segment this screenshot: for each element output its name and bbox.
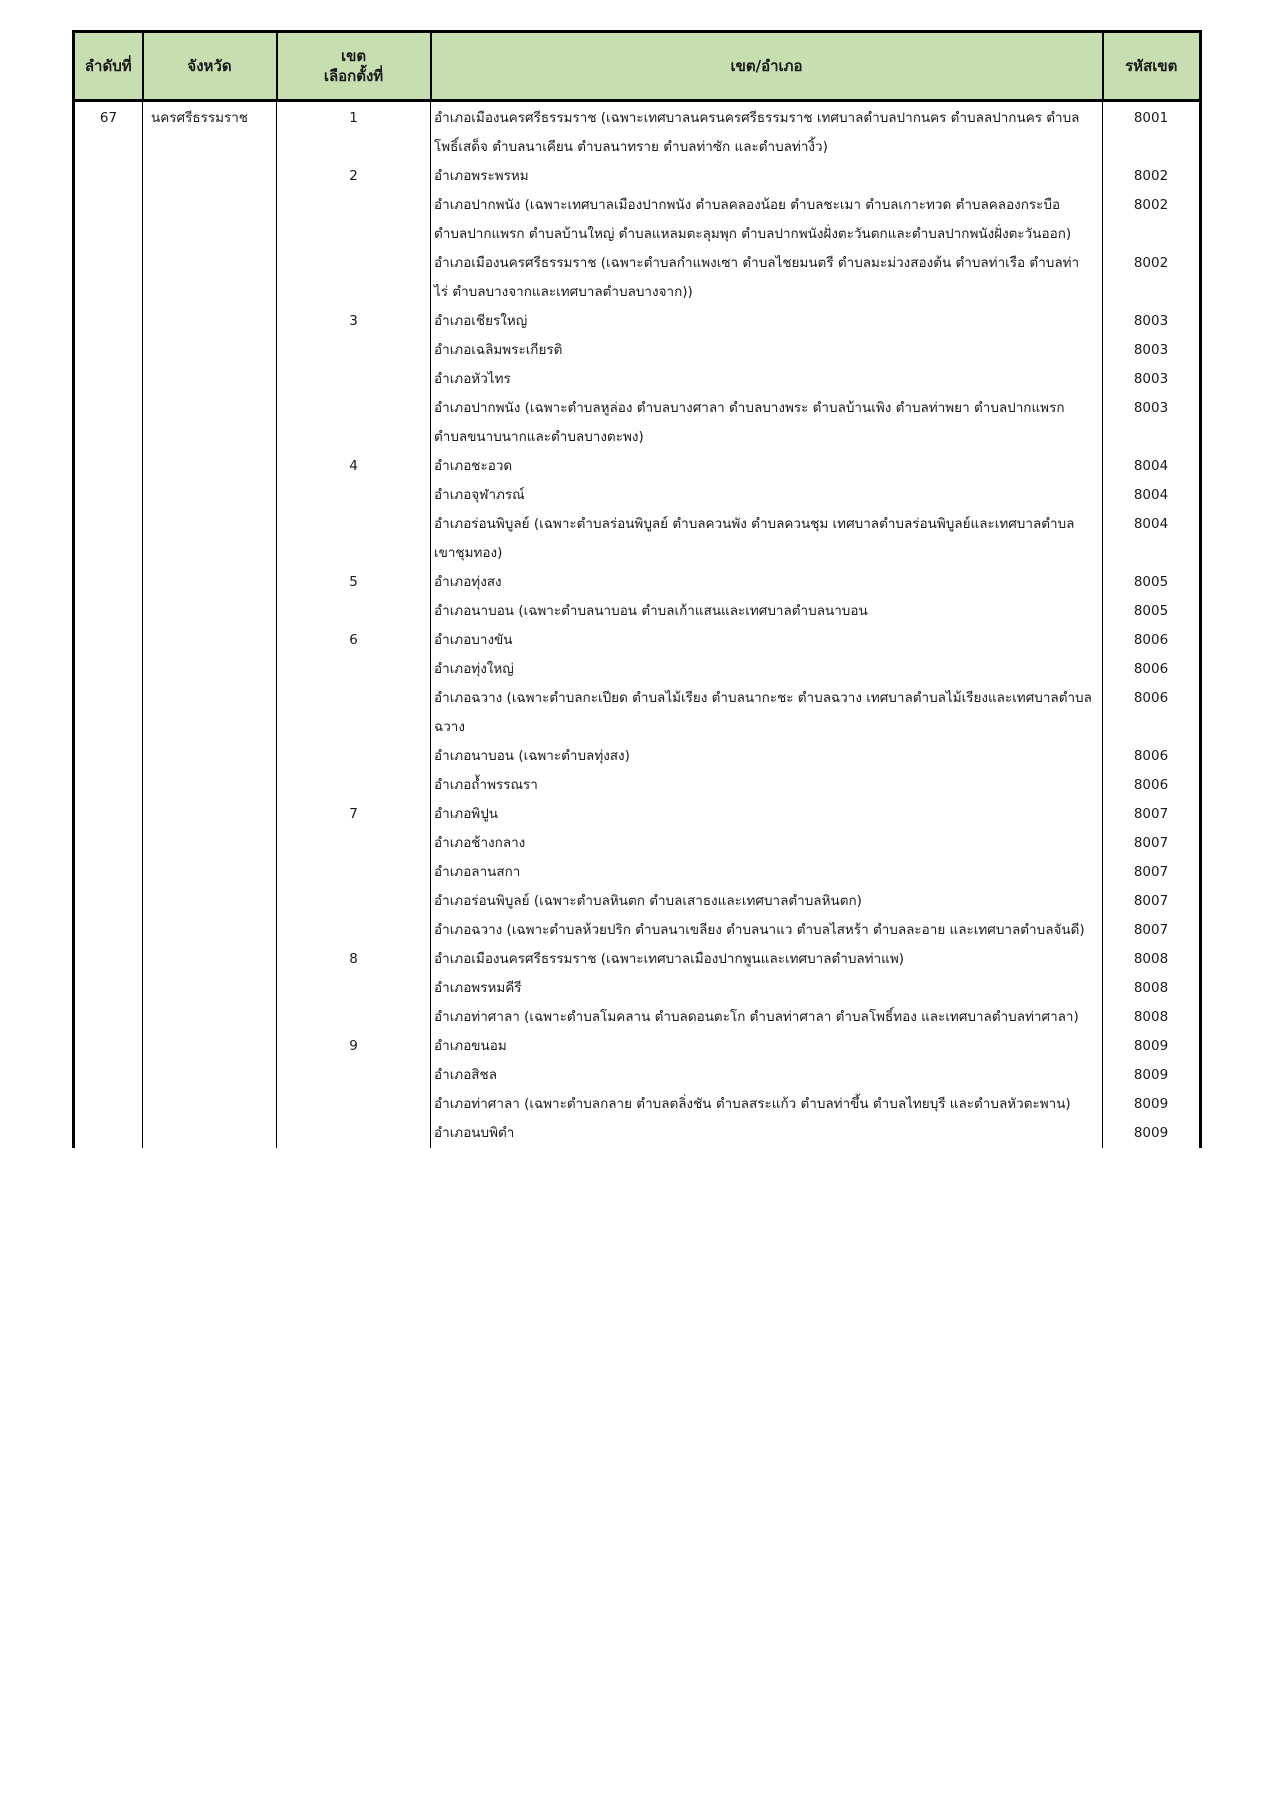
district-number-cell	[277, 916, 431, 945]
order-cell	[74, 568, 143, 597]
district-number-cell	[277, 974, 431, 1003]
area-description-cell: อำเภอท่าศาลา (เฉพาะตำบลกลาย ตำบลตลิ่งชัน ตำบลสระแก้ว ตำบลท่าขึ้น ตำบลไทยบุรี และตำบลหัวตะพาน)	[431, 1090, 1103, 1119]
table-row	[74, 365, 1201, 394]
order-cell	[74, 365, 143, 394]
area-description-cell: อำเภอช้างกลาง	[431, 829, 1103, 858]
district-number-cell	[277, 336, 431, 365]
district-number-cell: 1	[277, 101, 431, 163]
district-number-cell	[277, 1119, 431, 1148]
order-cell	[74, 249, 143, 307]
area-description-cell: อำเภอพิปูน	[431, 800, 1103, 829]
district-number-cell	[277, 394, 431, 452]
order-cell	[74, 336, 143, 365]
district-number-cell: 5	[277, 568, 431, 597]
province-cell	[143, 481, 277, 510]
area-description-cell: อำเภอนาบอน (เฉพาะตำบลทุ่งสง)	[431, 742, 1103, 771]
order-cell	[74, 684, 143, 742]
area-description-cell: อำเภอถ้ำพรรณรา	[431, 771, 1103, 800]
district-number-cell	[277, 510, 431, 568]
province-cell	[143, 1003, 277, 1032]
district-number-cell	[277, 771, 431, 800]
area-description-cell: อำเภอพรหมคีรี	[431, 974, 1103, 1003]
order-cell	[74, 597, 143, 626]
order-cell	[74, 1003, 143, 1032]
table-row	[74, 887, 1201, 916]
district-number-cell	[277, 1090, 431, 1119]
order-cell	[74, 1119, 143, 1148]
district-number-cell	[277, 365, 431, 394]
province-cell	[143, 655, 277, 684]
table-row	[74, 307, 1201, 336]
table-row	[74, 829, 1201, 858]
province-cell	[143, 249, 277, 307]
province-cell	[143, 191, 277, 249]
district-code-cell: 8001	[1103, 101, 1201, 163]
table-row	[74, 800, 1201, 829]
order-cell	[74, 626, 143, 655]
table-header	[74, 32, 1201, 101]
area-description-cell: อำเภอจุฬาภรณ์	[431, 481, 1103, 510]
area-description-cell: อำเภอนบพิตำ	[431, 1119, 1103, 1148]
province-cell	[143, 626, 277, 655]
district-code-cell: 8002	[1103, 162, 1201, 191]
area-description-cell: อำเภอปากพนัง (เฉพาะตำบลหูล่อง ตำบลบางศาลา ตำบลบางพระ ตำบลบ้านเพิง ตำบลท่าพยา ตำบลปากแพรก ตำบลขนาบนากและตำบลบางตะพง)	[431, 394, 1103, 452]
table-row	[74, 452, 1201, 481]
area-description-cell: อำเภอทุ่งสง	[431, 568, 1103, 597]
district-code-cell: 8003	[1103, 307, 1201, 336]
order-cell	[74, 945, 143, 974]
district-number-cell	[277, 655, 431, 684]
header-district	[277, 32, 431, 101]
province-cell	[143, 742, 277, 771]
province-cell	[143, 1090, 277, 1119]
order-cell	[74, 394, 143, 452]
order-cell	[74, 510, 143, 568]
district-number-cell: 3	[277, 307, 431, 336]
district-code-cell: 8006	[1103, 771, 1201, 800]
district-code-cell: 8003	[1103, 336, 1201, 365]
area-description-cell: อำเภอร่อนพิบูลย์ (เฉพาะตำบลหินตก ตำบลเสาธงและเทศบาลตำบลหินตก)	[431, 887, 1103, 916]
table-row	[74, 336, 1201, 365]
province-cell	[143, 568, 277, 597]
district-code-cell: 8009	[1103, 1119, 1201, 1148]
province-cell	[143, 974, 277, 1003]
district-code-cell: 8009	[1103, 1032, 1201, 1061]
district-code-cell: 8007	[1103, 829, 1201, 858]
table-row	[74, 481, 1201, 510]
table-row	[74, 974, 1201, 1003]
order-cell	[74, 307, 143, 336]
district-number-cell	[277, 249, 431, 307]
area-description-cell: อำเภอเชียรใหญ่	[431, 307, 1103, 336]
order-cell	[74, 1090, 143, 1119]
area-description-cell: อำเภอเมืองนครศรีธรรมราช (เฉพาะเทศบาลเมืองปากพูนและเทศบาลตำบลท่าแพ)	[431, 945, 1103, 974]
province-cell	[143, 771, 277, 800]
order-cell	[74, 191, 143, 249]
province-cell	[143, 887, 277, 916]
table-row	[74, 684, 1201, 742]
constituency-table	[72, 30, 1202, 1148]
table-row	[74, 597, 1201, 626]
table-row	[74, 394, 1201, 452]
header-district-line1: เขต	[340, 47, 367, 65]
order-cell	[74, 1061, 143, 1090]
area-description-cell: อำเภอบางขัน	[431, 626, 1103, 655]
district-number-cell	[277, 858, 431, 887]
province-cell	[143, 307, 277, 336]
province-cell	[143, 336, 277, 365]
order-cell	[74, 481, 143, 510]
area-description-cell: อำเภอชะอวด	[431, 452, 1103, 481]
header-order: ลำดับที่	[74, 32, 143, 101]
district-code-cell: 8003	[1103, 365, 1201, 394]
table-row	[74, 191, 1201, 249]
district-number-cell	[277, 191, 431, 249]
district-code-cell: 8006	[1103, 626, 1201, 655]
district-number-cell	[277, 1003, 431, 1032]
table-row	[74, 101, 1201, 163]
area-description-cell: อำเภอนาบอน (เฉพาะตำบลนาบอน ตำบลเก้าแสนและเทศบาลตำบลนาบอน	[431, 597, 1103, 626]
province-cell	[143, 1061, 277, 1090]
order-cell: 67	[74, 101, 143, 163]
order-cell	[74, 858, 143, 887]
area-description-cell: อำเภอฉวาง (เฉพาะตำบลกะเปียด ตำบลไม้เรียง ตำบลนากะชะ ตำบลฉวาง เทศบาลตำบลไม้เรียงและเทศบาลตำบลฉวาง	[431, 684, 1103, 742]
table-row	[74, 249, 1201, 307]
district-number-cell	[277, 829, 431, 858]
province-cell	[143, 945, 277, 974]
table-row	[74, 1119, 1201, 1148]
province-cell	[143, 597, 277, 626]
table-row	[74, 771, 1201, 800]
area-description-cell: อำเภอปากพนัง (เฉพาะเทศบาลเมืองปากพนัง ตำบลคลองน้อย ตำบลชะเมา ตำบลเกาะทวด ตำบลคลองกระบือ ตำบลปากแพรก ตำบลบ้านใหญ่ ตำบลแหลมตะลุมพุก ตำบลปากพนังฝั่งตะวันตกและตำบลปากพนังฝั่งตะวันออก)	[431, 191, 1103, 249]
district-code-cell: 8004	[1103, 481, 1201, 510]
district-code-cell: 8005	[1103, 597, 1201, 626]
district-code-cell: 8008	[1103, 1003, 1201, 1032]
district-number-cell: 7	[277, 800, 431, 829]
header-code: รหัสเขต	[1103, 32, 1201, 101]
area-description-cell: อำเภอขนอม	[431, 1032, 1103, 1061]
district-code-cell: 8007	[1103, 858, 1201, 887]
district-code-cell: 8004	[1103, 510, 1201, 568]
district-number-cell: 8	[277, 945, 431, 974]
table-row	[74, 568, 1201, 597]
district-code-cell: 8002	[1103, 249, 1201, 307]
province-cell	[143, 162, 277, 191]
district-code-cell: 8007	[1103, 800, 1201, 829]
district-number-cell: 4	[277, 452, 431, 481]
order-cell	[74, 742, 143, 771]
province-cell	[143, 1032, 277, 1061]
district-code-cell: 8004	[1103, 452, 1201, 481]
area-description-cell: อำเภอสิชล	[431, 1061, 1103, 1090]
table-row	[74, 1090, 1201, 1119]
area-description-cell: อำเภอลานสกา	[431, 858, 1103, 887]
table-row	[74, 510, 1201, 568]
district-code-cell: 8008	[1103, 974, 1201, 1003]
district-number-cell: 9	[277, 1032, 431, 1061]
district-number-cell	[277, 597, 431, 626]
area-description-cell: อำเภอเฉลิมพระเกียรติ	[431, 336, 1103, 365]
area-description-cell: อำเภอทุ่งใหญ่	[431, 655, 1103, 684]
area-description-cell: อำเภอท่าศาลา (เฉพาะตำบลโมคลาน ตำบลดอนตะโก ตำบลท่าศาลา ตำบลโพธิ์ทอง และเทศบาลตำบลท่าศาลา)	[431, 1003, 1103, 1032]
district-code-cell: 8003	[1103, 394, 1201, 452]
district-code-cell: 8005	[1103, 568, 1201, 597]
district-code-cell: 8002	[1103, 191, 1201, 249]
province-cell	[143, 858, 277, 887]
order-cell	[74, 829, 143, 858]
header-area: เขต/อำเภอ	[431, 32, 1103, 101]
area-description-cell: อำเภอร่อนพิบูลย์ (เฉพาะตำบลร่อนพิบูลย์ ตำบลควนพัง ตำบลควนชุม เทศบาลตำบลร่อนพิบูลย์และเทศบาลตำบลเขาชุมทอง)	[431, 510, 1103, 568]
order-cell	[74, 800, 143, 829]
province-cell: นครศรีธรรมราช	[143, 101, 277, 163]
province-cell	[143, 1119, 277, 1148]
area-description-cell: อำเภอเมืองนครศรีธรรมราช (เฉพาะตำบลกำแพงเซา ตำบลไชยมนตรี ตำบลมะม่วงสองต้น ตำบลท่าเรือ ตำบลท่าไร่ ตำบลบางจากและเทศบาลตำบลบางจาก))	[431, 249, 1103, 307]
constituency-table-page	[72, 30, 1199, 1148]
table-row	[74, 1003, 1201, 1032]
order-cell	[74, 887, 143, 916]
table-row	[74, 1032, 1201, 1061]
table-row	[74, 626, 1201, 655]
table-row	[74, 916, 1201, 945]
district-number-cell	[277, 481, 431, 510]
province-cell	[143, 365, 277, 394]
order-cell	[74, 452, 143, 481]
table-row	[74, 162, 1201, 191]
district-number-cell: 6	[277, 626, 431, 655]
table-body	[74, 101, 1201, 1149]
district-code-cell: 8006	[1103, 655, 1201, 684]
district-code-cell: 8006	[1103, 684, 1201, 742]
district-code-cell: 8008	[1103, 945, 1201, 974]
province-cell	[143, 800, 277, 829]
district-number-cell	[277, 1061, 431, 1090]
district-code-cell: 8009	[1103, 1061, 1201, 1090]
province-cell	[143, 684, 277, 742]
district-code-cell: 8009	[1103, 1090, 1201, 1119]
order-cell	[74, 916, 143, 945]
order-cell	[74, 974, 143, 1003]
district-number-cell	[277, 887, 431, 916]
area-description-cell: อำเภอเมืองนครศรีธรรมราช (เฉพาะเทศบาลนครนครศรีธรรมราช เทศบาลตำบลปากนคร ตำบลลปากนคร ตำบลโพธิ์เสด็จ ตำบลนาเคียน ตำบลนาทราย ตำบลท่าซัก และตำบลท่างิ้ว)	[431, 101, 1103, 163]
province-cell	[143, 829, 277, 858]
province-cell	[143, 510, 277, 568]
province-cell	[143, 394, 277, 452]
order-cell	[74, 162, 143, 191]
order-cell	[74, 655, 143, 684]
district-code-cell: 8007	[1103, 916, 1201, 945]
area-description-cell: อำเภอพระพรหม	[431, 162, 1103, 191]
area-description-cell: อำเภอฉวาง (เฉพาะตำบลห้วยปริก ตำบลนาเขลียง ตำบลนาแว ตำบลไสหร้า ตำบลละอาย และเทศบาลตำบลจันดี)	[431, 916, 1103, 945]
table-row	[74, 1061, 1201, 1090]
province-cell	[143, 452, 277, 481]
district-number-cell	[277, 684, 431, 742]
district-code-cell: 8007	[1103, 887, 1201, 916]
header-district-line2: เลือกตั้งที่	[323, 67, 384, 85]
table-row	[74, 742, 1201, 771]
area-description-cell: อำเภอหัวไทร	[431, 365, 1103, 394]
district-number-cell	[277, 742, 431, 771]
order-cell	[74, 1032, 143, 1061]
province-cell	[143, 916, 277, 945]
district-number-cell: 2	[277, 162, 431, 191]
table-row	[74, 945, 1201, 974]
district-code-cell: 8006	[1103, 742, 1201, 771]
header-province: จังหวัด	[143, 32, 277, 101]
order-cell	[74, 771, 143, 800]
table-row	[74, 655, 1201, 684]
table-row	[74, 858, 1201, 887]
